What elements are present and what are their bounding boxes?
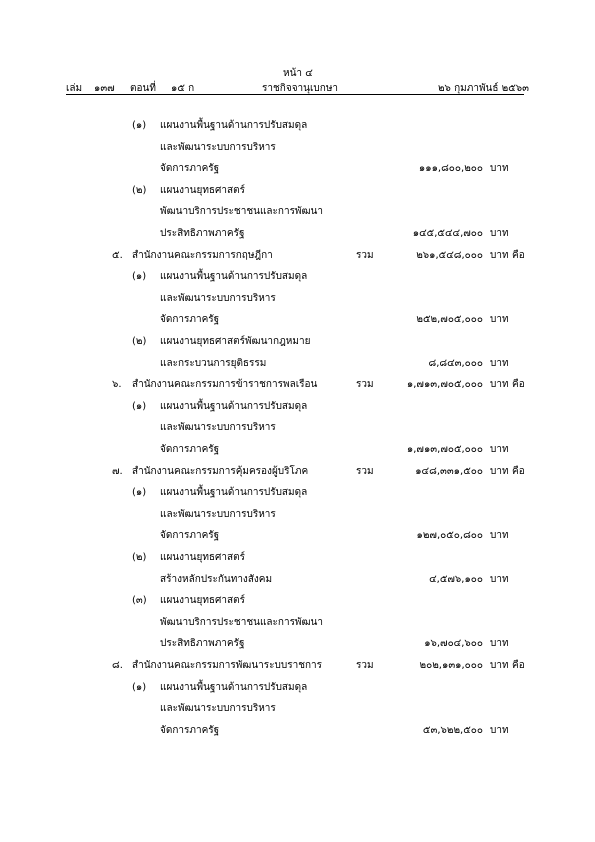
list-item [0, 636, 595, 652]
program-name: แผนงานพื้นฐานด้านการปรับสมดุล [160, 120, 308, 131]
program-name: และพัฒนาระบบการบริหาร [160, 422, 276, 434]
sub-item-number: (๒) [132, 552, 147, 563]
amount-value: ๒๖๑,๕๔๘,๐๐๐ [416, 249, 483, 261]
program-name: แผนงานพื้นฐานด้านการปรับสมดุล [160, 400, 308, 412]
program-name: จัดการภาครัฐ [160, 530, 220, 542]
list-item [0, 485, 595, 501]
list-item [0, 572, 595, 588]
list-item [0, 204, 595, 220]
currency-unit: บาท [490, 724, 509, 736]
suffix-text: คือ [512, 249, 525, 261]
list-item [0, 312, 595, 328]
sub-item-number: (๑) [132, 400, 147, 412]
sub-item-number: (๓) [132, 595, 147, 607]
list-item [0, 248, 595, 264]
list-item [0, 377, 595, 393]
currency-unit: บาท [490, 573, 509, 585]
issue-label: ตอนที่ [130, 83, 156, 94]
currency-unit: บาท [490, 357, 509, 369]
currency-unit: บาท [490, 465, 509, 477]
currency-unit: บาท [490, 444, 509, 455]
list-item [0, 680, 595, 696]
program-name: สร้างหลักประกันทางสังคม [160, 573, 273, 585]
total-label: รวม [356, 465, 374, 477]
amount-value: ๑๑๑,๘๐๐,๒๐๐ [418, 163, 483, 175]
list-item [0, 269, 595, 285]
currency-unit: บาท [490, 660, 509, 671]
list-item [0, 118, 595, 134]
item-number: ๕. [112, 249, 123, 261]
amount-value: ๑๒๗,๐๕๐,๘๐๐ [416, 530, 483, 542]
list-item [0, 183, 595, 199]
program-name: และกระบวนการยุติธรรม [160, 357, 267, 369]
amount-value: ๒๕๒,๗๐๕,๐๐๐ [416, 314, 483, 326]
amount-value: ๑,๗๑๓,๗๐๕,๐๐๐ [406, 444, 483, 455]
list-item [0, 658, 595, 674]
list-item [0, 615, 595, 631]
program-name: พัฒนาบริการประชาชนและการพัฒนา [160, 206, 324, 218]
agency-name: สำนักงานคณะกรรมการพัฒนาระบบราชการ [132, 660, 323, 671]
agency-name: สำนักงานคณะกรรมการข้าราชการพลเรือน [132, 379, 318, 391]
program-name: จัดการภาครัฐ [160, 444, 220, 455]
program-name: แผนงานยุทธศาสตร์ [160, 184, 245, 196]
item-number: ๗. [112, 465, 123, 477]
page-number: หน้า ๔ [283, 68, 313, 79]
program-name: จัดการภาครัฐ [160, 724, 220, 736]
currency-unit: บาท [490, 228, 509, 239]
sub-item-number: (๑) [132, 681, 147, 693]
total-label: รวม [356, 660, 374, 671]
currency-unit: บาท [490, 163, 509, 175]
sub-item-number: (๒) [132, 184, 147, 196]
list-item [0, 507, 595, 523]
program-name: แผนงานพื้นฐานด้านการปรับสมดุล [160, 271, 308, 283]
sub-item-number: (๑) [132, 487, 147, 499]
item-number: ๘. [112, 660, 123, 671]
program-name: และพัฒนาระบบการบริหาร [160, 141, 276, 153]
header-rule [66, 94, 524, 95]
sub-item-number: (๒) [132, 336, 147, 347]
program-name: และพัฒนาระบบการบริหาร [160, 703, 276, 715]
amount-value: ๒๐๒,๑๓๑,๐๐๐ [419, 660, 483, 671]
amount-value: ๔,๕๗๖,๑๐๐ [429, 573, 483, 585]
program-name: จัดการภาครัฐ [160, 314, 220, 326]
list-item [0, 161, 595, 177]
list-item [0, 291, 595, 307]
program-name: และพัฒนาระบบการบริหาร [160, 508, 276, 520]
volume-label: เล่ม [66, 83, 83, 94]
amount-value: ๑๔๕,๕๔๔,๗๐๐ [412, 228, 483, 239]
suffix-text: คือ [512, 660, 525, 671]
suffix-text: คือ [512, 465, 525, 477]
issue-number: ๑๕ ก [171, 83, 195, 94]
sub-item-number: (๑) [132, 120, 147, 131]
currency-unit: บาท [490, 379, 509, 391]
amount-value: ๑๖,๗๐๔,๖๐๐ [424, 638, 483, 650]
list-item [0, 334, 595, 350]
volume-number: ๑๓๗ [94, 83, 115, 94]
amount-value: ๑๔๘,๓๓๑,๕๐๐ [415, 465, 483, 477]
item-number: ๖. [112, 379, 122, 391]
program-name: แผนงานพื้นฐานด้านการปรับสมดุล [160, 681, 308, 693]
list-item [0, 420, 595, 436]
program-name: และพัฒนาระบบการบริหาร [160, 292, 276, 304]
program-name: แผนงานยุทธศาสตร์ [160, 595, 245, 607]
amount-value: ๑,๗๑๓,๗๐๕,๐๐๐ [406, 379, 483, 391]
suffix-text: คือ [512, 379, 525, 391]
list-item [0, 356, 595, 372]
agency-name: สำนักงานคณะกรรมการกฤษฎีกา [132, 249, 273, 261]
sub-item-number: (๑) [132, 271, 147, 283]
amount-value: ๕๓,๖๒๒,๕๐๐ [422, 724, 483, 736]
currency-unit: บาท [490, 314, 509, 326]
program-name: ประสิทธิภาพภาครัฐ [160, 228, 245, 239]
program-name: จัดการภาครัฐ [160, 163, 220, 175]
currency-unit: บาท [490, 249, 509, 261]
total-label: รวม [356, 379, 374, 391]
program-name: พัฒนาบริการประชาชนและการพัฒนา [160, 616, 324, 628]
list-item [0, 226, 595, 242]
program-name: ประสิทธิภาพภาครัฐ [160, 638, 245, 650]
list-item [0, 723, 595, 739]
gazette-title: ราชกิจจานุเบกษา [262, 83, 339, 94]
list-item [0, 528, 595, 544]
program-name: แผนงานยุทธศาสตร์พัฒนากฎหมาย [160, 336, 311, 347]
amount-value: ๘,๘๔๓,๐๐๐ [428, 357, 483, 369]
program-name: แผนงานพื้นฐานด้านการปรับสมดุล [160, 487, 308, 499]
currency-unit: บาท [490, 638, 509, 650]
publication-date: ๒๖ กุมภาพันธ์ ๒๕๖๓ [437, 83, 529, 94]
list-item [0, 464, 595, 480]
list-item [0, 550, 595, 566]
list-item [0, 399, 595, 415]
total-label: รวม [356, 249, 374, 261]
program-name: แผนงานยุทธศาสตร์ [160, 552, 245, 563]
agency-name: สำนักงานคณะกรรมการคุ้มครองผู้บริโภค [132, 465, 309, 477]
list-item [0, 140, 595, 156]
list-item [0, 701, 595, 717]
list-item [0, 593, 595, 609]
list-item [0, 442, 595, 458]
currency-unit: บาท [490, 530, 509, 542]
